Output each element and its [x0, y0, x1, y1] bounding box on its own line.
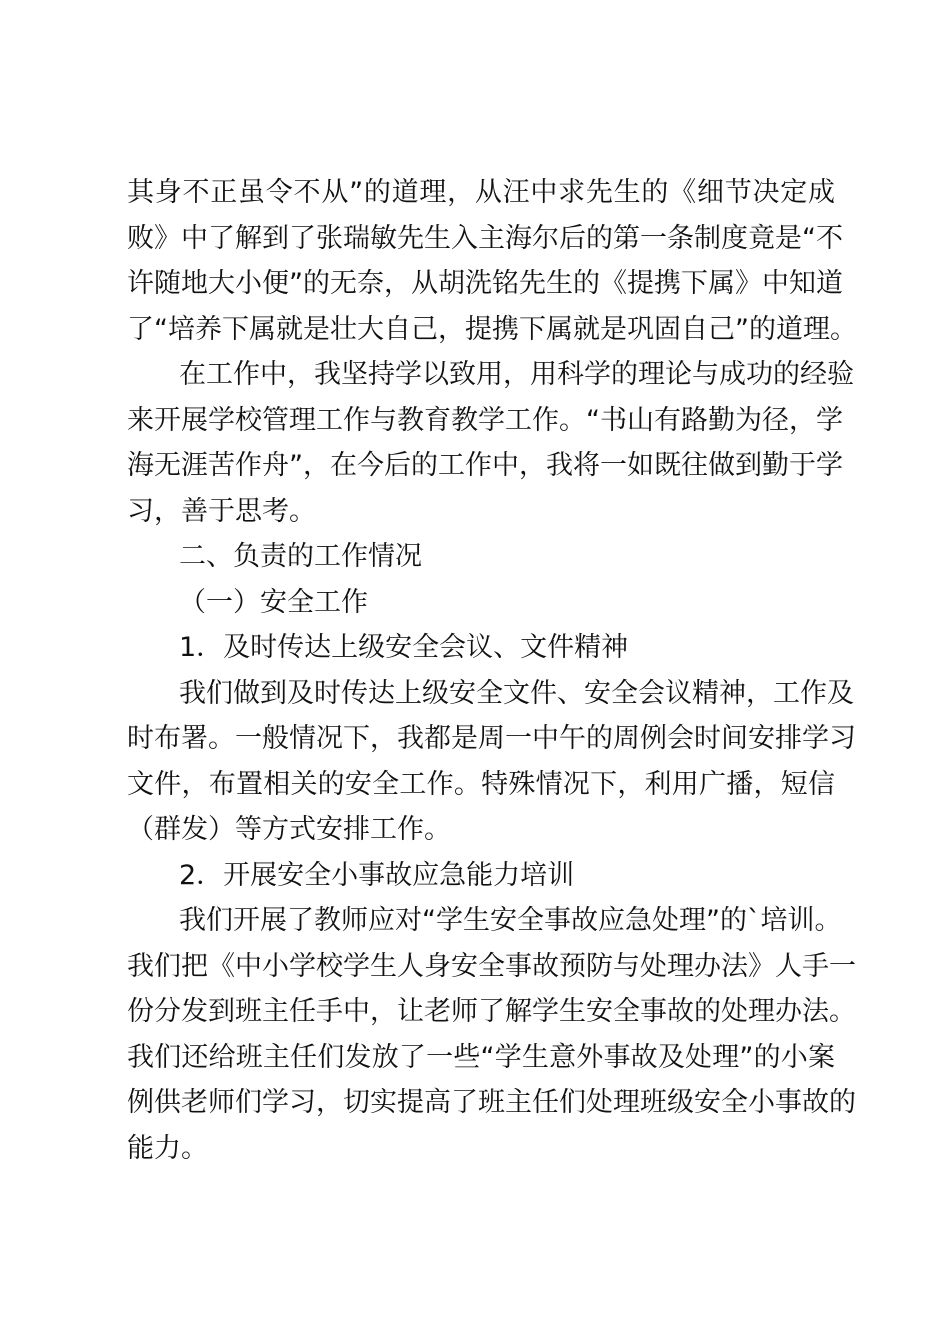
- text-line: 习，善于思考。: [127, 495, 316, 527]
- text-line: 我们把《中小学校学生人身安全事故预防与处理办法》人手一: [127, 950, 856, 982]
- text-line: 其身不正虽令不从”的道理，从汪中求先生的《细节决定成: [127, 177, 835, 208]
- text-line: 败》中了解到了张瑞敏先生入主海尔后的第一条制度竟是“不: [127, 222, 843, 254]
- text-line: 例供老师们学习，切实提高了班主任们处理班级安全小事故的: [127, 1087, 856, 1118]
- text-line: 时布署。一般情况下，我都是周一中午的周例会时间安排学习: [127, 723, 856, 754]
- text-line: 了“培养下属就是壮大自己，提携下属就是巩固自己”的道理。: [127, 313, 857, 345]
- text-line: 来开展学校管理工作与教育教学工作。“书山有路勤为径，学: [127, 404, 843, 436]
- text-line: 份分发到班主任手中，让老师了解学生安全事故的处理办法。: [127, 996, 856, 1027]
- paragraph-first-line: 在工作中，我坚持学以致用，用科学的理论与成功的经验: [179, 359, 854, 390]
- paragraph-first-line: 我们开展了教师应对“学生安全事故应急处理”的`培训。: [179, 905, 842, 936]
- text-line: 文件，布置相关的安全工作。特殊情况下，利用广播，短信: [127, 768, 835, 800]
- item-heading: 1．及时传达上级安全会议、文件精神: [179, 632, 629, 663]
- text-line: 海无涯苦作舟”，在今后的工作中，我将一如既往做到勤于学: [127, 450, 843, 481]
- paragraph-first-line: 我们做到及时传达上级安全文件、安全会议精神，工作及: [179, 677, 854, 709]
- section-heading: 二、负责的工作情况: [179, 541, 422, 572]
- text-line: 许随地大小便”的无奈，从胡洗铭先生的《提携下属》中知道: [127, 268, 843, 299]
- item-heading: 2．开展安全小事故应急能力培训: [179, 859, 575, 891]
- text-line: 我们还给班主任们发放了一些“学生意外事故及处理”的小案: [127, 1041, 835, 1073]
- document-body: [127, 170, 857, 1171]
- subsection-heading: （一）安全工作: [179, 586, 368, 618]
- text-line: （群发）等方式安排工作。: [127, 814, 451, 845]
- text-line: 能力。: [127, 1132, 208, 1164]
